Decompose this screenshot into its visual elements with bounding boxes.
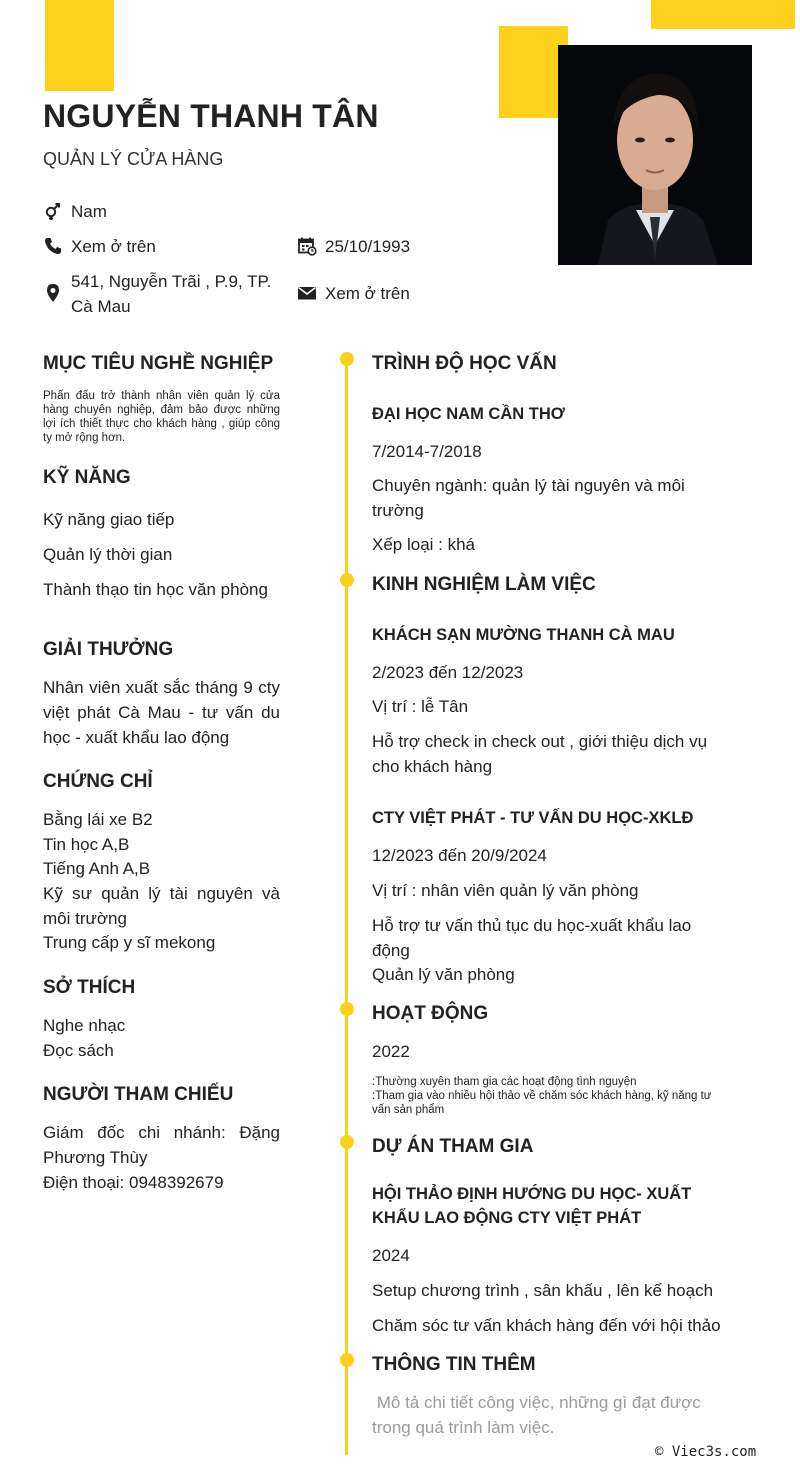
mail-icon <box>297 283 317 303</box>
timeline-dot <box>340 1353 354 1367</box>
timeline-dot <box>340 1135 354 1149</box>
skill-item: Thành thạo tin học văn phòng <box>43 580 268 599</box>
job-description: Hỗ trợ check in check out , giới thiệu dịch vụ cho khách hàng <box>372 732 708 776</box>
certificate-item: Kỹ sư quản lý tài nguyên và môi trường <box>43 884 280 928</box>
certificate-item: Tiếng Anh A,B <box>43 859 151 878</box>
timeline-line <box>345 358 348 1455</box>
gender-value: Nam <box>71 202 107 221</box>
candidate-name: NGUYỄN THANH TÂN <box>43 98 379 134</box>
email-value: Xem ở trên <box>325 284 410 303</box>
activities-title: HOẠT ĐỘNG <box>372 1003 489 1024</box>
timeline-dot <box>340 352 354 366</box>
reference-phone: Điện thoại: 0948392679 <box>43 1173 224 1192</box>
certificates-title: CHỨNG CHỈ <box>43 771 153 792</box>
experience-title: KINH NGHIỆM LÀM VIỆC <box>372 574 596 595</box>
email-row <box>297 281 497 306</box>
education-title: TRÌNH ĐỘ HỌC VẤN <box>372 353 557 374</box>
job-description: Hỗ trợ tư vấn thủ tục du học-xuất khẩu lao động <box>372 916 692 960</box>
awards-title: GIẢI THƯỞNG <box>43 639 174 660</box>
education-grade: Xếp loại : khá <box>372 535 476 554</box>
phone-value: Xem ở trên <box>71 237 156 256</box>
gender-icon <box>43 201 63 221</box>
hobby-item: Đọc sách <box>43 1041 114 1060</box>
address-value: 541, Nguyễn Trãi , P.9, TP. Cà Mau <box>71 272 272 316</box>
portrait-image <box>558 45 752 265</box>
objective-title: MỤC TIÊU NGHỀ NGHIỆP <box>43 353 274 374</box>
activity-item: :Tham gia vào nhiều hội thảo về chăm sóc khách hàng, kỹ năng tư vấn sản phẩm <box>372 1090 712 1116</box>
projects-title: DỰ ÁN THAM GIA <box>372 1136 534 1157</box>
activity-item: :Thường xuyên tham gia các hoạt động tình nguyện <box>372 1076 637 1088</box>
phone-row <box>43 234 283 259</box>
job-company: CTY VIỆT PHÁT - TƯ VẤN DU HỌC-XKLĐ <box>372 809 694 827</box>
skills-title: KỸ NĂNG <box>43 467 131 488</box>
more-info-text: Mô tả chi tiết công việc, những gì đạt được trong quá trình làm việc. <box>372 1393 706 1437</box>
references-title: NGƯỜI THAM CHIẾU <box>43 1084 234 1105</box>
project-item: Chăm sóc tư vấn khách hàng đến với hội thảo <box>372 1316 721 1335</box>
more-info-title: THÔNG TIN THÊM <box>372 1354 536 1375</box>
project-name: HỘI THẢO ĐỊNH HƯỚNG DU HỌC- XUẤT KHẨU LAO ĐỘNG CTY VIỆT PHÁT <box>372 1185 692 1227</box>
skill-item: Kỹ năng giao tiếp <box>43 510 175 529</box>
calendar-icon <box>297 236 317 256</box>
address-row <box>43 269 293 319</box>
job-description: Quản lý văn phòng <box>372 965 515 984</box>
location-icon <box>43 283 63 303</box>
birthday-row <box>297 234 497 259</box>
gender-row <box>43 199 283 224</box>
timeline-dot <box>340 573 354 587</box>
project-item: Setup chương trình , sân khấu , lên kế hoạch <box>372 1281 714 1300</box>
hobbies-title: SỞ THÍCH <box>43 977 136 998</box>
job-period: 2/2023 đến 12/2023 <box>372 663 524 682</box>
decor-block-left <box>45 0 114 91</box>
watermark: © Viec3s.com <box>655 1444 757 1460</box>
activities-year: 2022 <box>372 1042 410 1061</box>
certificate-item: Bằng lái xe B2 <box>43 810 153 829</box>
project-year: 2024 <box>372 1246 410 1265</box>
certificate-item: Trung cấp y sĩ mekong <box>43 933 216 952</box>
hobby-item: Nghe nhạc <box>43 1016 126 1035</box>
job-period: 12/2023 đến 20/9/2024 <box>372 846 547 865</box>
timeline-dot <box>340 1002 354 1016</box>
objective-text: Phấn đấu trở thành nhân viên quản lý cửa hàng chuyên nghiệp, đảm bảo được những lợi ích thiết thực cho khách hàng , giúp công ty mở rộng hơn. <box>43 390 280 444</box>
candidate-role: QUẢN LÝ CỬA HÀNG <box>43 149 224 169</box>
certificate-item: Tin học A,B <box>43 835 130 854</box>
awards-text: Nhân viên xuất sắc tháng 9 cty việt phát Cà Mau - tư vấn du học - xuất khẩu lao động <box>43 678 280 747</box>
education-major: Chuyên ngành: quản lý tài nguyên và môi trường <box>372 476 685 520</box>
job-position: Vị trí : nhân viên quản lý văn phòng <box>372 881 639 900</box>
skill-item: Quản lý thời gian <box>43 545 173 564</box>
birthday-value: 25/10/1993 <box>325 237 411 256</box>
education-period: 7/2014-7/2018 <box>372 442 482 461</box>
job-company: KHÁCH SẠN MƯỜNG THANH CÀ MAU <box>372 626 675 644</box>
reference-person: Giám đốc chi nhánh: Đặng Phương Thùy <box>43 1123 280 1167</box>
profile-photo <box>558 45 752 265</box>
education-school: ĐẠI HỌC NAM CẦN THƠ <box>372 405 565 423</box>
job-position: Vị trí : lễ Tân <box>372 697 469 716</box>
phone-icon <box>43 236 63 256</box>
decor-block-top-right <box>651 0 795 29</box>
